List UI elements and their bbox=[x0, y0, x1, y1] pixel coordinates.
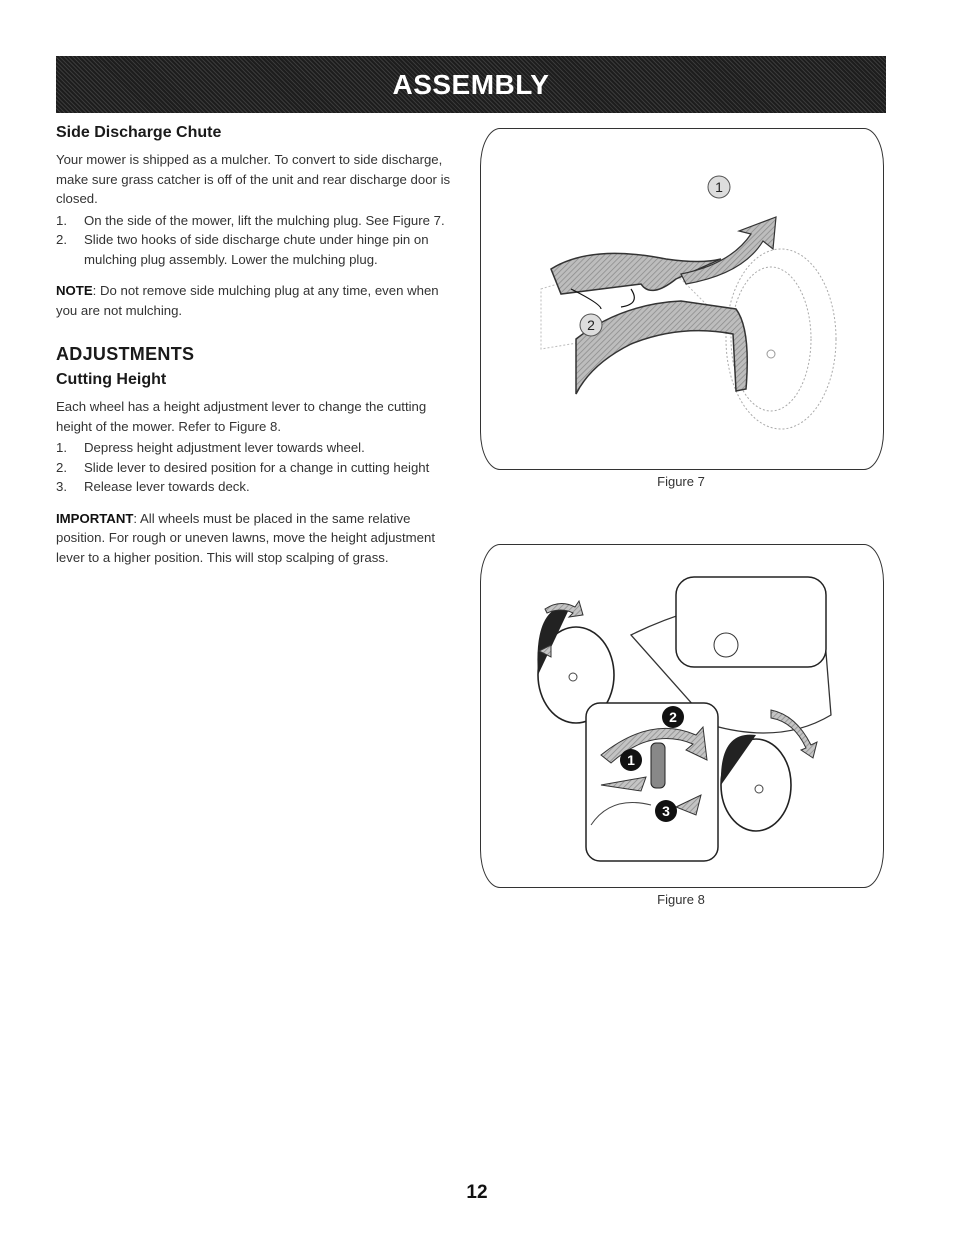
figure-7-illustration bbox=[480, 128, 884, 470]
lever-detail-inset bbox=[586, 703, 718, 861]
callout-1 bbox=[708, 176, 730, 198]
adjustments-heading: ADJUSTMENTS bbox=[56, 344, 195, 364]
list-item: 3. Release lever towards deck. bbox=[56, 479, 250, 494]
text-column bbox=[56, 120, 460, 569]
callout-3 bbox=[655, 800, 677, 822]
callout-2 bbox=[580, 314, 602, 336]
cutting-height-illustration bbox=[481, 545, 883, 887]
page-title: ASSEMBLY bbox=[392, 68, 550, 100]
page-number: 12 bbox=[466, 1182, 488, 1203]
cutting-height-heading: Cutting Height bbox=[56, 371, 167, 388]
figure-7-caption: Figure 7 bbox=[657, 474, 705, 489]
callout-2 bbox=[662, 706, 684, 728]
svg-text:3: 3 bbox=[662, 803, 670, 819]
figure-8-caption: Figure 8 bbox=[657, 892, 705, 907]
side-discharge-steps bbox=[56, 211, 460, 270]
side-discharge-intro: Your mower is shipped as a mulcher. To convert to side discharge, make sure grass catcher is off of the unit and rear discharge door is closed. bbox=[56, 152, 451, 206]
list-item: 2. Slide lever to desired position for a change in cutting height bbox=[56, 459, 430, 475]
cutting-height-intro: Each wheel has a height adjustment lever to change the cutting height of the mower. Refer to Figure 8. bbox=[56, 399, 427, 434]
callout-1 bbox=[620, 749, 642, 771]
list-item: 2. Slide two hooks of side discharge chute under hinge pin on mulching plug assembly. Lower the mulching plug. bbox=[56, 232, 429, 267]
mulching-plug-illustration bbox=[481, 129, 883, 469]
figure-8-illustration bbox=[480, 544, 884, 888]
svg-text:1: 1 bbox=[715, 179, 723, 195]
svg-text:2: 2 bbox=[669, 709, 677, 725]
cutting-height-steps bbox=[56, 438, 460, 497]
side-discharge-chute bbox=[576, 301, 747, 394]
height-lever bbox=[651, 743, 665, 788]
list-item: 1. On the side of the mower, lift the mulching plug. See Figure 7. bbox=[56, 212, 445, 228]
svg-text:1: 1 bbox=[627, 752, 635, 768]
list-item: 1. Depress height adjustment lever towards wheel. bbox=[56, 440, 365, 455]
section-banner bbox=[56, 56, 886, 113]
important-paragraph: IMPORTANT: All wheels must be placed in the same relative position. For rough or uneven lawns, move the height adjustment lever to a higher position. This will stop scalping of grass. bbox=[56, 510, 435, 565]
side-discharge-heading: Side Discharge Chute bbox=[56, 124, 222, 141]
axle-bolt bbox=[767, 350, 775, 358]
svg-text:2: 2 bbox=[587, 317, 595, 333]
note-paragraph: NOTE: Do not remove side mulching plug at any time, even when you are not mulching. bbox=[56, 283, 439, 318]
engine bbox=[676, 577, 826, 667]
lift-arrow bbox=[681, 217, 776, 284]
